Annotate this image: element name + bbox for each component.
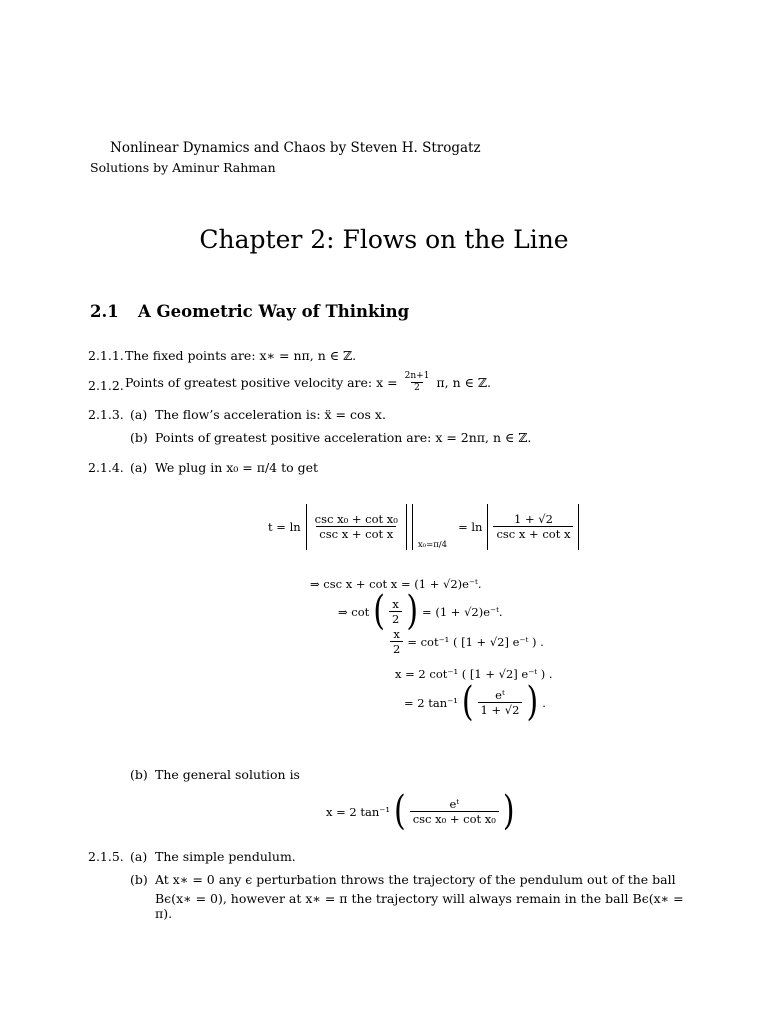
abs-bar-left [306, 504, 307, 550]
gen-lhs: x = 2 tan⁻¹ [326, 805, 390, 819]
problem-2-1-5b-line-2: Bϵ(x∗ = 0), however at x∗ = π the trajectory will always remain in the ball Bϵ(x∗ = π). [155, 891, 684, 921]
derivation-line-3 [390, 628, 544, 655]
eval-bar [412, 504, 413, 550]
solutions-author-line: Solutions by Aminur Rahman [90, 160, 276, 175]
derivation-line-1: ⇒ csc x + cot x = (1 + √2)e⁻ᵗ. [310, 577, 482, 591]
d3-rhs: = cot⁻¹ ( [1 + √2] e⁻ᵗ ) . [407, 634, 544, 649]
section-title: A Geometric Way of Thinking [138, 302, 410, 321]
derivation-line-2 [338, 587, 503, 635]
equation-time-log [268, 504, 581, 550]
section-number: 2.1 [90, 302, 119, 321]
problem-2-1-4b-text: The general solution is [155, 767, 300, 782]
problem-2-1-5-label: 2.1.5. [88, 849, 124, 864]
problem-2-1-3b-label: (b) [130, 430, 148, 445]
d3-denominator: 2 [390, 641, 403, 656]
eq1-lhs: t = ln [268, 520, 301, 534]
problem-2-1-3a-label: (a) [130, 407, 148, 422]
d2-fraction [389, 598, 402, 625]
problem-2-1-5b-line-1: At x∗ = 0 any ϵ perturbation throws the trajectory of the pendulum out of the ball [155, 872, 676, 887]
paren-close-2: ) [526, 678, 539, 726]
derivation-line-5 [404, 678, 546, 726]
problem-2-1-1-text: The fixed points are: x∗ = nπ, n ∈ ℤ. [125, 348, 357, 363]
paren-close-3: ) [502, 787, 515, 835]
problem-2-1-5a-label: (a) [130, 849, 148, 864]
d5-fraction [478, 689, 523, 716]
eq1-fraction-2 [493, 513, 573, 540]
problem-2-1-4a-text: We plug in x₀ = π/4 to get [155, 460, 319, 475]
book-title-line: Nonlinear Dynamics and Chaos by Steven H. Strogatz [110, 140, 481, 156]
chapter-title: Chapter 2: Flows on the Line [199, 225, 569, 254]
fraction-numerator: 2n+1 [404, 371, 430, 381]
problem-2-1-2-text-a: Points of greatest positive velocity are: x = [125, 375, 398, 391]
problem-2-1-1-label: 2.1.1. [88, 348, 124, 363]
problem-2-1-4a-label: (a) [130, 460, 148, 475]
problem-2-1-5a-text: The simple pendulum. [155, 849, 296, 864]
d3-numerator: x [393, 627, 400, 641]
problem-2-1-4b-label: (b) [130, 767, 148, 782]
eq1-mid: = ln [458, 520, 483, 534]
d5-end: . [542, 696, 546, 710]
eq1-denominator: csc x + cot x [316, 526, 396, 541]
eq1-numerator: csc x₀ + cot x₀ [314, 512, 398, 527]
d5-denominator: 1 + √2 [478, 702, 523, 717]
gen-fraction [410, 798, 499, 825]
general-solution-equation [326, 787, 515, 835]
fraction-denominator: 2 [411, 382, 423, 394]
eq1-numerator-2: 1 + √2 [513, 512, 553, 527]
problem-2-1-2-text-b: π, n ∈ ℤ. [436, 375, 491, 391]
paren-open: ( [373, 587, 385, 635]
abs-bar-right [406, 504, 407, 550]
abs-bar-left-2 [487, 504, 488, 550]
eq1-evaluation: x₀=π/4 [417, 540, 448, 550]
problem-2-1-4-label: 2.1.4. [88, 460, 124, 475]
d2-rhs: = (1 + √2)e⁻ᵗ. [422, 605, 503, 619]
eq1-fraction [312, 513, 401, 540]
problem-2-1-3b-text: Points of greatest positive acceleration are: x = 2nπ, n ∈ ℤ. [155, 430, 532, 445]
problem-2-1-2-label: 2.1.2. [88, 378, 124, 393]
problem-2-1-5b-label: (b) [130, 872, 148, 887]
problem-2-1-2-fraction [402, 372, 433, 394]
paren-open-2: ( [461, 678, 474, 726]
paren-open-3: ( [393, 787, 406, 835]
problem-2-1-3-label: 2.1.3. [88, 407, 124, 422]
d2-denominator: 2 [389, 611, 402, 626]
abs-bar-right-2 [578, 504, 579, 550]
d5-numerator: eᵗ [495, 688, 505, 703]
problem-2-1-3a-text: The flow’s acceleration is: ẍ = cos x. [155, 407, 386, 422]
d2-lhs: ⇒ cot [338, 605, 370, 619]
eq1-denominator-2: csc x + cot x [493, 526, 573, 541]
gen-denominator: csc x₀ + cot x₀ [410, 811, 499, 826]
d5-lhs: = 2 tan⁻¹ [404, 696, 458, 710]
d2-numerator: x [392, 597, 399, 612]
problem-2-1-2-text [125, 372, 491, 394]
gen-numerator: eᵗ [449, 797, 460, 812]
derivation-line-4: x = 2 cot⁻¹ ( [1 + √2] e⁻ᵗ ) . [395, 667, 553, 681]
d3-fraction [390, 628, 403, 655]
paren-close: ) [406, 587, 419, 635]
